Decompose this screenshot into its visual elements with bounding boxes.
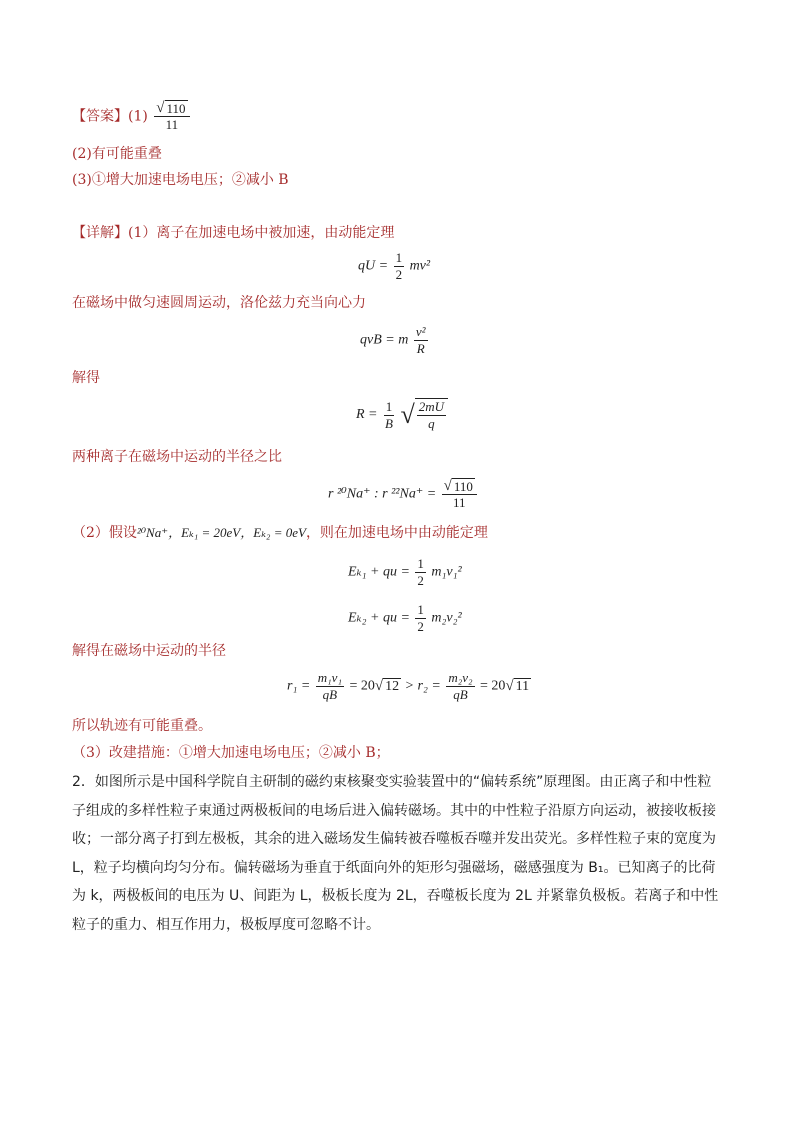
detail-text-8-m2: ②减小 B； [318, 745, 390, 761]
equation-4: r ²⁰Na⁺ : r ²²Na⁺ = √ 110 11 [328, 478, 479, 511]
eq6-lhs: Eₖ₂ + qu = [348, 610, 410, 626]
eq6-den: 2 [417, 619, 424, 634]
eq3-num: 1 [385, 398, 393, 414]
eq5-num: 1 [417, 556, 424, 571]
eq1-rhs: mv² [409, 258, 431, 274]
answer-part1-num: 110 [166, 101, 186, 116]
answer-part3-prefix: (3) [72, 172, 92, 188]
eq5-den: 2 [417, 573, 424, 588]
eq7-den2: qB [453, 687, 468, 702]
detail-text-3: 解得 [72, 370, 100, 386]
eq7-den1: qB [322, 687, 338, 702]
answer-part1-prefix: (1) [128, 108, 148, 125]
eq4-den: 11 [453, 495, 466, 510]
detail-line-1 [72, 223, 394, 243]
equation-5 [348, 556, 462, 589]
detail-text-2: 在磁场中做匀速圆周运动，洛伦兹力充当向心力 [72, 295, 366, 311]
eq1-num: 1 [395, 250, 403, 265]
equation-3: R = $\frac{1}{B}$ √ $\frac{2mU}{q}$ [356, 398, 448, 432]
detail-text-1: (1）离子在加速电场中被加速，由动能定理 [128, 225, 395, 241]
eq7-rad2: 11 [515, 678, 530, 694]
eq6-num: 1 [417, 602, 424, 617]
detail-text-8-m1: ①增大加速电场电压； [178, 745, 319, 761]
eq5-rhs: m₁v₁² [431, 564, 462, 580]
equation-2 [360, 324, 430, 357]
answer-part1-fraction: √ 110 11 [154, 100, 189, 133]
eq2-num: v² [415, 324, 426, 339]
eq7-gt: > r₂ = [404, 678, 441, 694]
detail-line-5 [72, 523, 488, 543]
eq2-den: R [416, 341, 425, 356]
detail-text-8-prefix: （3）改建措施： [72, 745, 179, 761]
eq5-assume: ²⁰Na⁺，Eₖ₁ = 20eV，Eₖ₂ = 0eV [136, 525, 306, 540]
detail-text-5-prefix: （2）假设 [72, 525, 137, 541]
equation-1 [358, 250, 430, 283]
eq6-rhs: m₂v₂² [431, 610, 462, 626]
eq1-lhs: qU = [358, 258, 389, 274]
eq7-mid: = 20 [349, 678, 375, 694]
eq3-rad-den: q [428, 416, 435, 431]
eq2-lhs: qvB = m [360, 332, 409, 348]
eq5-lhs: Eₖ₁ + qu = [348, 564, 410, 580]
answer-part1-den: 11 [165, 117, 179, 132]
equation-7: r₁ = $\frac{\text{m₁v₁}}{qB}$ = 20 √ 12 > r₂ = $\frac{\text{m₂v₂}}{qB}$ = 20 √ 11 [287, 670, 530, 702]
equation-6 [348, 602, 462, 635]
detail-text-4: 两种离子在磁场中运动的半径之比 [72, 449, 282, 465]
answer-part3-m2: ②减小 B [231, 172, 289, 188]
eq3-den: B [385, 415, 393, 431]
eq7-num1: m₁v₁ [317, 670, 342, 685]
detail-text-6: 解得在磁场中运动的半径 [72, 643, 226, 659]
detail-text-7: 所以轨迹有可能重叠。 [72, 718, 212, 734]
eq4-num: 110 [453, 479, 473, 494]
answer-part2: (2)有可能重叠 [72, 146, 162, 162]
eq7-end: = 20 [480, 678, 506, 694]
detail-text-5-mid: ，则在加速电场中由动能定理 [305, 525, 488, 541]
answer-line-1 [72, 100, 192, 133]
answer-tag: 【答案】 [72, 108, 128, 125]
eq4-lhs: r ²⁰Na⁺ : r ²²Na⁺ = [328, 486, 437, 502]
answer-line-3 [72, 170, 289, 190]
eq3-lhs: R = [356, 407, 378, 423]
detail-tag: 【详解】 [72, 225, 128, 241]
eq7-r1: r₁ = [287, 678, 311, 694]
detail-line-8 [72, 743, 390, 763]
question-2-text: 2．如图所示是中国科学院自主研制的磁约束核聚变实验装置中的“偏转系统”原理图。由正离子和中性粒子组成的多样性粒子束通过两极板间的电场后进入偏转磁场。其中的中性粒子沿原方向运动，被接收板接收；一部分离子打到左极板，其余的进入磁场发生偏转被吞噬板吞噬并发出荧光。多样性粒子束的宽度为 L，粒子均横向均匀分布。偏转磁场为垂直于纸面向外的矩形匀强磁场，磁感强度为 B₁。已知离子的比荷为 k，两极板间的电压为 U、间距为 L，极板长度为 2L，吞噬板长度为 2L 并紧靠负极板。若离子和中性粒子的重力、相互作用力，极板厚度可忽略不计。 [72, 774, 719, 933]
eq7-num2: m₂v₂ [448, 670, 473, 685]
answer-part3-m1: ①增大加速电场电压； [91, 172, 232, 188]
eq1-den: 2 [395, 267, 403, 282]
eq3-rad-num: 2mU [418, 399, 445, 414]
eq7-rad1: 12 [385, 678, 400, 694]
